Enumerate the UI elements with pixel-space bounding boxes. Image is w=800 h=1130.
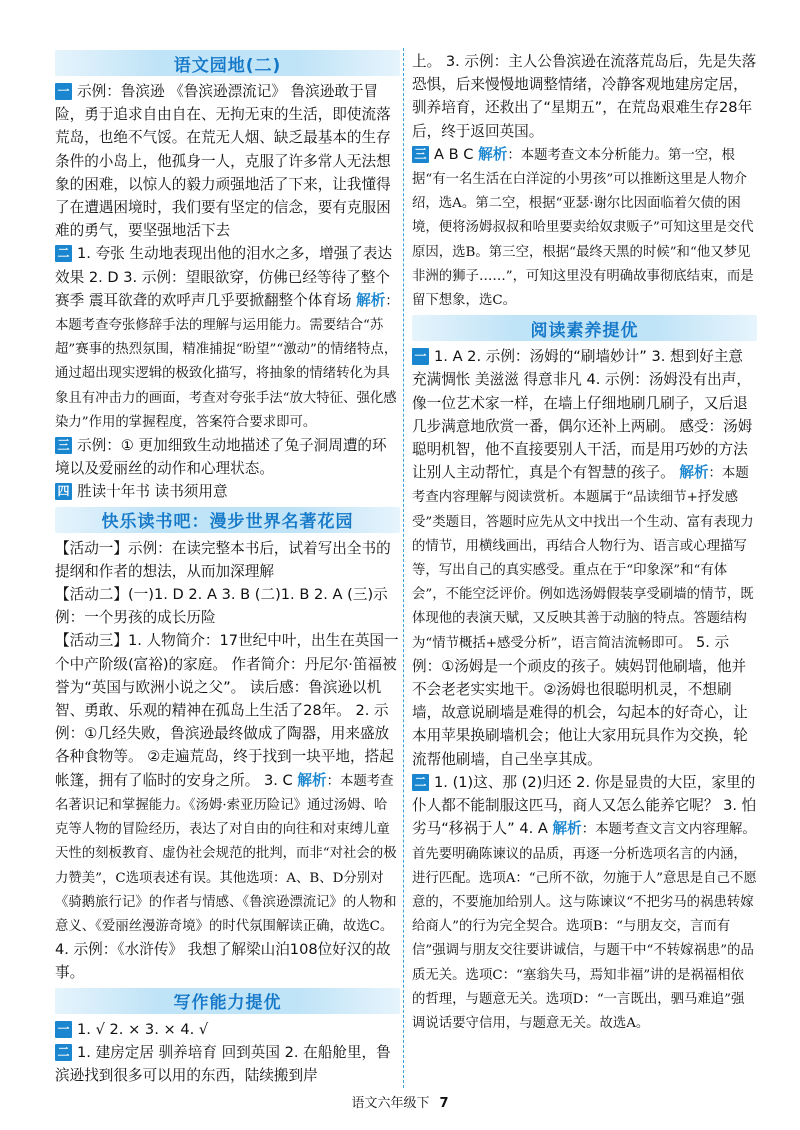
answer-block-4 [55,480,400,503]
answer-text: 上。 3. 示例：主人公鲁滨逊在流落荒岛后，先是失落恐惧，后来慢慢地调整情绪，冷静客观地建房定居，驯养培育，还救出了“星期五”，在荒岛艰难生存28年后，终于返回英国。 [412,53,757,140]
footer-label: 语文六年级下 [351,1096,430,1111]
answer-text: 1. 建房定居 驯养培育 回到英国 2. 在船舱里，鲁滨逊找到很多可以用的东西，陆续搬到岸 [55,1043,391,1084]
activity-3 [55,629,400,984]
activity-1 [55,537,400,583]
analysis-label: 解析 [478,145,508,163]
answer-text: 5. 示例：①汤姆是一个顽皮的孩子。姨妈罚他刷墙，他并不会老老实实地干。②汤姆也很聪明机灵，不想刷墙，故意说刷墙是难得的机会，勾起本的好奇心，让本用苹果换刷墙机会；他让大家用玩具作为交换，轮流帮他刷墙，自己坐享其成。 [412,633,748,768]
right-column [412,50,757,1035]
page-footer [0,1092,800,1111]
section-header-kuaile-dushu [55,507,400,533]
answer-text: 示例：① 更加细致生动地描述了兔子洞周遭的环境以及爱丽丝的动作和心理状态。 [55,437,387,478]
analysis-label: 解析 [356,291,386,309]
analysis-label: 解析 [679,464,709,482]
reading-block-1 [412,345,757,771]
analysis-label: 解析 [552,820,582,838]
left-column [55,50,400,1087]
analysis-text: ：本题考查文言文内容理解。首先要明确陈谏议的品质，再逐一分析选项名言的内涵，进行匹配。选项A：“己所不欲，勿施于人”意思是自己不愿意的，不要施加给别人。这与陈谏议“不把劣马的祸患转嫁给商人”的行为完全契合。选项B：“与朋友交，言而有信”强调与朋友交往要讲诚信，与题干中“不转嫁祸患”的品质无关。选项C：“塞翁失马，焉知非福”讲的是祸福相依的哲理，与题意无关。选项D：“一言既出，驷马难追”强调说话要守信用，与题意无关。故选A。 [412,822,757,1031]
section-title: 快乐读书吧：漫步世界名著花园 [101,512,354,533]
section-title: 阅读素养提优 [530,320,639,341]
question-number-badge: 一 [412,348,429,365]
analysis-label: 解析 [297,771,327,789]
answer-block-2 [55,242,400,434]
analysis-text: ：本题考查名著识记和掌握能力。《汤姆·索亚历险记》通过汤姆、哈克等人物的冒险经历，表达了对自由的向往和对束缚儿童天性的刻板教育、虚伪社会规范的批判，而非“对社会的极力赞美”，C选项表述有误。其他选项：A、B、D分别对《骑鹅旅行记》的作者与情感、《鲁滨逊漂流记》的人物和意义、《爱丽丝漫游奇境》的时代氛围解读正确，故选C。 [55,773,397,934]
section-header-yuedu [412,315,757,341]
question-number-badge: 二 [412,774,429,791]
answer-block-1 [55,80,400,242]
answer-text: A B C [434,145,474,163]
answer-block-3 [55,434,400,480]
analysis-text: ：本题考查夸张修辞手法的理解与运用能力。需要结合“苏超”赛事的热烈氛围，精准捕捉“盼望”“激动”的情绪特点，通过超出现实逻辑的极致化描写，将抽象的情绪转化为具象且有冲击力的画面，考查对夸张手法“放大特征、强化感染力”作用的掌握程度，答案符合要求即可。 [55,293,399,430]
answer-text: 1. 夸张 生动地表现出他的泪水之多，增强了表达效果 2. D 3. 示例：望眼欲穿，仿佛已经等待了整个赛季 震耳欲聋的欢呼声几乎要掀翻整个体育场 [55,245,393,309]
question-number-badge: 二 [55,245,72,262]
analysis-text: ：本题考查文本分析能力。第一空，根据“有一名生活在白洋淀的小男孩”可以推断这里是人物介绍，选A。第二空，根据“亚瑟·谢尔比因面临着欠债的困境，便将汤姆叔叔和哈里要卖给奴隶贩子”可知这里是交代原因，选B。第三空，根据“最终天黑的时候”和“他又梦见非洲的狮子……”，可知这里没有明确故事彻底结束，而是留下想象，选C。 [412,147,754,309]
activity-2 [55,583,400,629]
answer-text: 4. 示例：《水浒传》 我想了解梁山泊108位好汉的故事。 [55,941,391,982]
page-number: 7 [439,1096,449,1111]
reading-block-2 [412,771,757,1035]
analysis-text: ：本题考查内容理解与阅读赏析。本题属于“品读细节+抒发感受”类题目，答题时应先从文中找出一个生动、富有表现力的情节，用横线画出，再结合人物行为、语言或心理描写等，写出自己的真实感受。重点在于“印象深”和“有体会”，不能空泛评价。例如选汤姆假装享受刷墙的情节，既体现他的表演天赋，又反映其善于动脑的特点。答题结构为“情节概括+感受分析”，语言简洁流畅即可。 [412,466,754,651]
answer-text: 示例：鲁滨逊 《鲁滨逊漂流记》 鲁滨逊敢于冒险，勇于追求自由自在、无拘无束的生活，即使流落荒岛，也绝不气馁。在荒无人烟、缺乏最基本的生存条件的小岛上，他孤身一人，克服了许多常人无法想象的困难，以惊人的毅力顽强地活了下来，让我懂得了在遭遇困境时，我们要有坚定的信念，要有克服困难的勇气，要坚强地活下去 [55,83,391,240]
answer-text: 胜读十年书 读书须用意 [77,483,228,501]
answer-text: 【活动一】示例：在读完整本书后，试着写出全书的提纲和作者的想法，从而加深理解 [55,539,391,580]
column-divider [403,48,404,1088]
writing-block-3 [412,143,757,312]
answer-text: 1. √ 2. × 3. × 4. √ [77,1020,209,1038]
section-header-xiezuo [55,988,400,1014]
question-number-badge: 三 [412,146,429,163]
answer-text: 1. (1)这、那 (2)归还 2. 你是显贵的大臣，家里的仆人都不能制服这匹马，商人又怎么能养它呢？ 3. 怕劣马“移祸于人” 4. A [412,773,757,838]
question-number-badge: 一 [55,1021,72,1038]
writing-block-2-cont [412,50,757,143]
writing-block-2 [55,1041,400,1087]
question-number-badge: 三 [55,437,72,454]
question-number-badge: 一 [55,83,72,100]
question-number-badge: 四 [55,483,72,500]
section-header-yuwen-yuandi [55,50,400,76]
writing-block-1 [55,1018,400,1041]
answer-text: 【活动三】1. 人物简介：17世纪中叶，出生在英国一个中产阶级(富裕)的家庭。 作者简介：丹尼尔·笛福被誉为“英国与欧洲小说之父”。 读后感：鲁滨逊以机智、勇敢、乐观的精神在孤岛上生活了28年。 2. 示例：①几经失败，鲁滨逊最终做成了陶器，用来盛放各种食物等。 ②走遍荒岛，终于找到一块平地，搭起帐篷，拥有了临时的安身之所。 3. C [55,632,399,789]
answer-text: 1. A 2. 示例：汤姆的“刷墙妙计” 3. 想到好主意 充满惆怅 美滋滋 得意非凡 4. 示例：汤姆没有出声，像一位艺术家一样，在墙上仔细地刷几刷子，又后退几步满意地欣赏一番，偶尔还补上两刷。 感受：汤姆聪明机智，他不直接要别人干活，而是用巧妙的方法让别人主动帮忙，真是个有智慧的孩子。 [412,348,753,482]
question-number-badge: 二 [55,1044,72,1061]
answer-text: 【活动二】(一)1. D 2. A 3. B (二)1. B 2. A (三)示例：一个男孩的成长历险 [55,586,388,627]
section-title: 写作能力提优 [173,993,282,1014]
section-title: 语文园地(二) [173,55,282,76]
